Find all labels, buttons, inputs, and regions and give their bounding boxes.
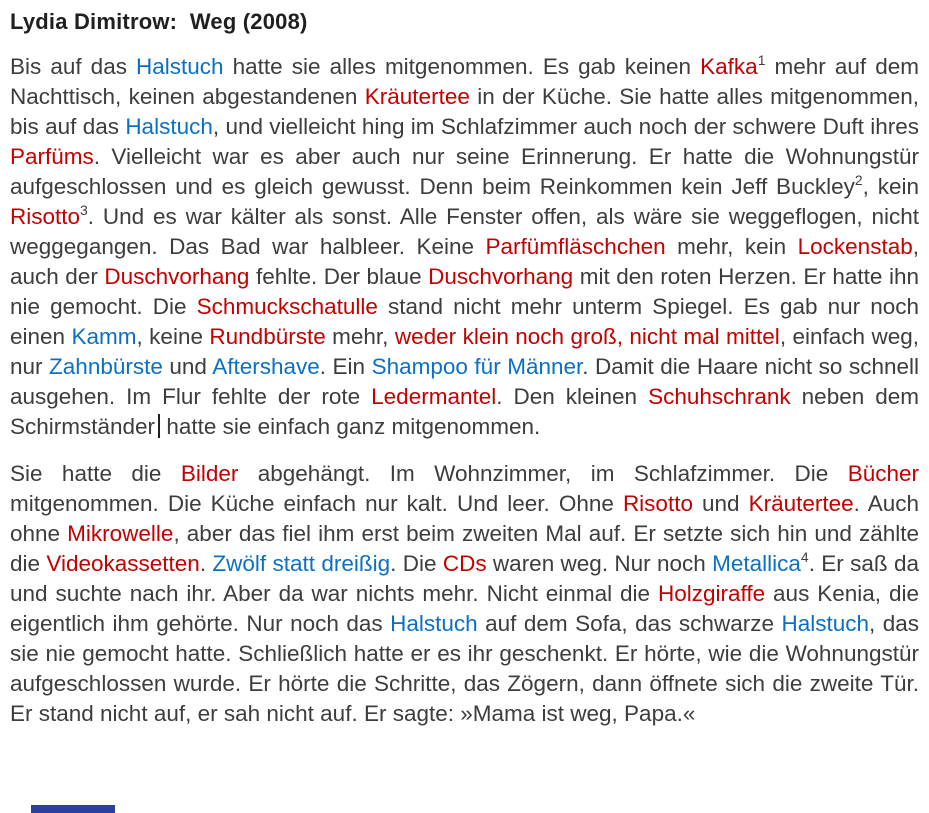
text-run: stand nicht mehr unterm Spiegel. Es gab nur noch einen: [10, 294, 919, 349]
text-run: . Und es war kälter als sonst. Alle Fenster offen, als wäre sie weggeflogen, nicht weggegangen. Das Bad war halbleer. Keine: [10, 204, 919, 259]
text-run: . Die: [390, 551, 443, 576]
highlighted-word-blue: Kamm: [71, 324, 137, 349]
highlighted-word-red: Mikrowelle: [67, 521, 174, 546]
footnote-ref: 4: [800, 548, 809, 565]
highlighted-word-blue: Halstuch: [125, 114, 213, 139]
highlighted-word-red: Bilder: [180, 461, 239, 486]
text-run: waren weg. Nur noch: [486, 551, 713, 576]
highlighted-word-red: Parfümfläschchen: [485, 234, 666, 259]
paragraph: [10, 52, 919, 442]
text-run: abgehängt. Im Wohnzimmer, im Schlafzimmer. Die: [238, 461, 848, 486]
text-run: auf dem Sofa, das schwarze: [477, 611, 782, 636]
text-run: mehr,: [325, 324, 395, 349]
text-run: mehr, kein: [665, 234, 798, 259]
text-run: neben dem Schirmständer: [10, 384, 919, 439]
text-run: hatte sie einfach ganz mitgenommen.: [160, 414, 541, 439]
highlighted-word-red: Holzgiraffe: [657, 581, 766, 606]
highlighted-word-blue: Metallica: [712, 551, 801, 576]
highlighted-word-blue: Zahnbürste: [49, 354, 163, 379]
highlighted-word-blue: Halstuch: [390, 611, 478, 636]
footnote-ref: 2: [854, 171, 863, 188]
text-run: , auch der: [10, 234, 919, 289]
text-run: . Den kleinen: [496, 384, 649, 409]
highlighted-word-red: Duschvorhang: [104, 264, 250, 289]
highlighted-word-red: Kafka: [700, 54, 758, 79]
highlighted-word-blue: Zwölf statt dreißig: [212, 551, 391, 576]
highlighted-word-blue: Halstuch: [781, 611, 869, 636]
text-run: . Damit die Haare nicht so schnell ausgehen. Im Flur fehlte der rote: [10, 354, 919, 409]
text-run: fehlte. Der blaue: [249, 264, 429, 289]
text-run: Sie hatte die: [10, 461, 181, 486]
text-run: Bis auf das: [10, 54, 137, 79]
highlighted-word-red: Kräutertee: [748, 491, 854, 516]
footnote-ref: 3: [80, 201, 88, 218]
highlighted-word-red: Lockenstab: [797, 234, 913, 259]
text-run: , kein: [862, 174, 919, 199]
text-run: und: [162, 354, 213, 379]
text-run: aus Kenia, die eigentlich ihm gehörte. Nur noch das: [10, 581, 919, 636]
highlighted-word-red: Schuhschrank: [648, 384, 791, 409]
footnote-ref: 1: [757, 51, 766, 68]
highlighted-word-blue: Shampoo für Männer: [371, 354, 583, 379]
document-title: Lydia Dimitrow: Weg (2008): [10, 9, 308, 34]
text-run: , keine: [136, 324, 210, 349]
text-run: , einfach weg, nur: [10, 324, 919, 379]
text-run: mitgenommen. Die Küche einfach nur kalt. Und leer. Ohne: [10, 491, 623, 516]
document-body: [10, 52, 919, 729]
highlighted-word-blue: Aftershave: [212, 354, 320, 379]
text-run: , und vielleicht hing im Schlafzimmer auch noch der schwere Duft ihres: [212, 114, 920, 139]
text-run: .: [199, 551, 213, 576]
highlighted-word-red: Videokassetten: [46, 551, 200, 576]
highlighted-word-red: Ledermantel: [371, 384, 497, 409]
highlighted-word-red: Kräutertee: [364, 84, 470, 109]
highlighted-word-red: Rundbürste: [209, 324, 326, 349]
highlighted-word-red: weder klein noch groß, nicht mal mittel: [394, 324, 780, 349]
text-run: und: [692, 491, 749, 516]
text-run: in der Küche. Sie hatte alles mitgenommen, bis auf das: [10, 84, 919, 139]
highlighted-word-red: Duschvorhang: [428, 264, 574, 289]
text-run: . Er saß da und suchte nach ihr. Aber da war nichts mehr. Nicht einmal die: [10, 551, 919, 606]
highlighted-word-red: Parfüms: [10, 144, 94, 169]
paragraph: [10, 459, 919, 729]
bottom-blue-bar: [31, 805, 115, 813]
highlighted-word-red: Risotto: [622, 491, 693, 516]
text-run: . Auch ohne: [10, 491, 920, 546]
highlighted-word-red: Risotto: [10, 204, 81, 229]
text-run: mit den roten Herzen. Er hatte ihn nie gemocht. Die: [10, 264, 919, 319]
text-run: mehr auf dem Nachttisch, keinen abgestandenen: [10, 54, 919, 109]
highlighted-word-blue: Halstuch: [136, 54, 224, 79]
highlighted-word-red: Schmuckschatulle: [196, 294, 378, 319]
highlighted-word-red: Bücher: [847, 461, 919, 486]
text-run: hatte sie alles mitgenommen. Es gab keinen: [223, 54, 701, 79]
highlighted-word-red: CDs: [442, 551, 487, 576]
text-run: . Vielleicht war es aber auch nur seine Erinnerung. Er hatte die Wohnungstür aufgeschlossen und es gleich gewusst. Denn beim Reinkommen kein Jeff Buckley: [10, 144, 919, 199]
text-run: . Ein: [319, 354, 372, 379]
text-run: , das sie nie gemocht hatte. Schließlich hatte er es ihr geschenkt. Er hörte, wie die Wohnungstür aufgeschlossen wurde. Er hörte die Schritte, das Zögern, dann öffnete sich die zweite Tür. Er stand nicht auf, er sah nicht auf. Er sagte: »Mama ist weg, Papa.«: [10, 611, 920, 726]
text-run: , aber das fiel ihm erst beim zweiten Mal auf. Er setzte sich hin und zählte die: [10, 521, 919, 576]
